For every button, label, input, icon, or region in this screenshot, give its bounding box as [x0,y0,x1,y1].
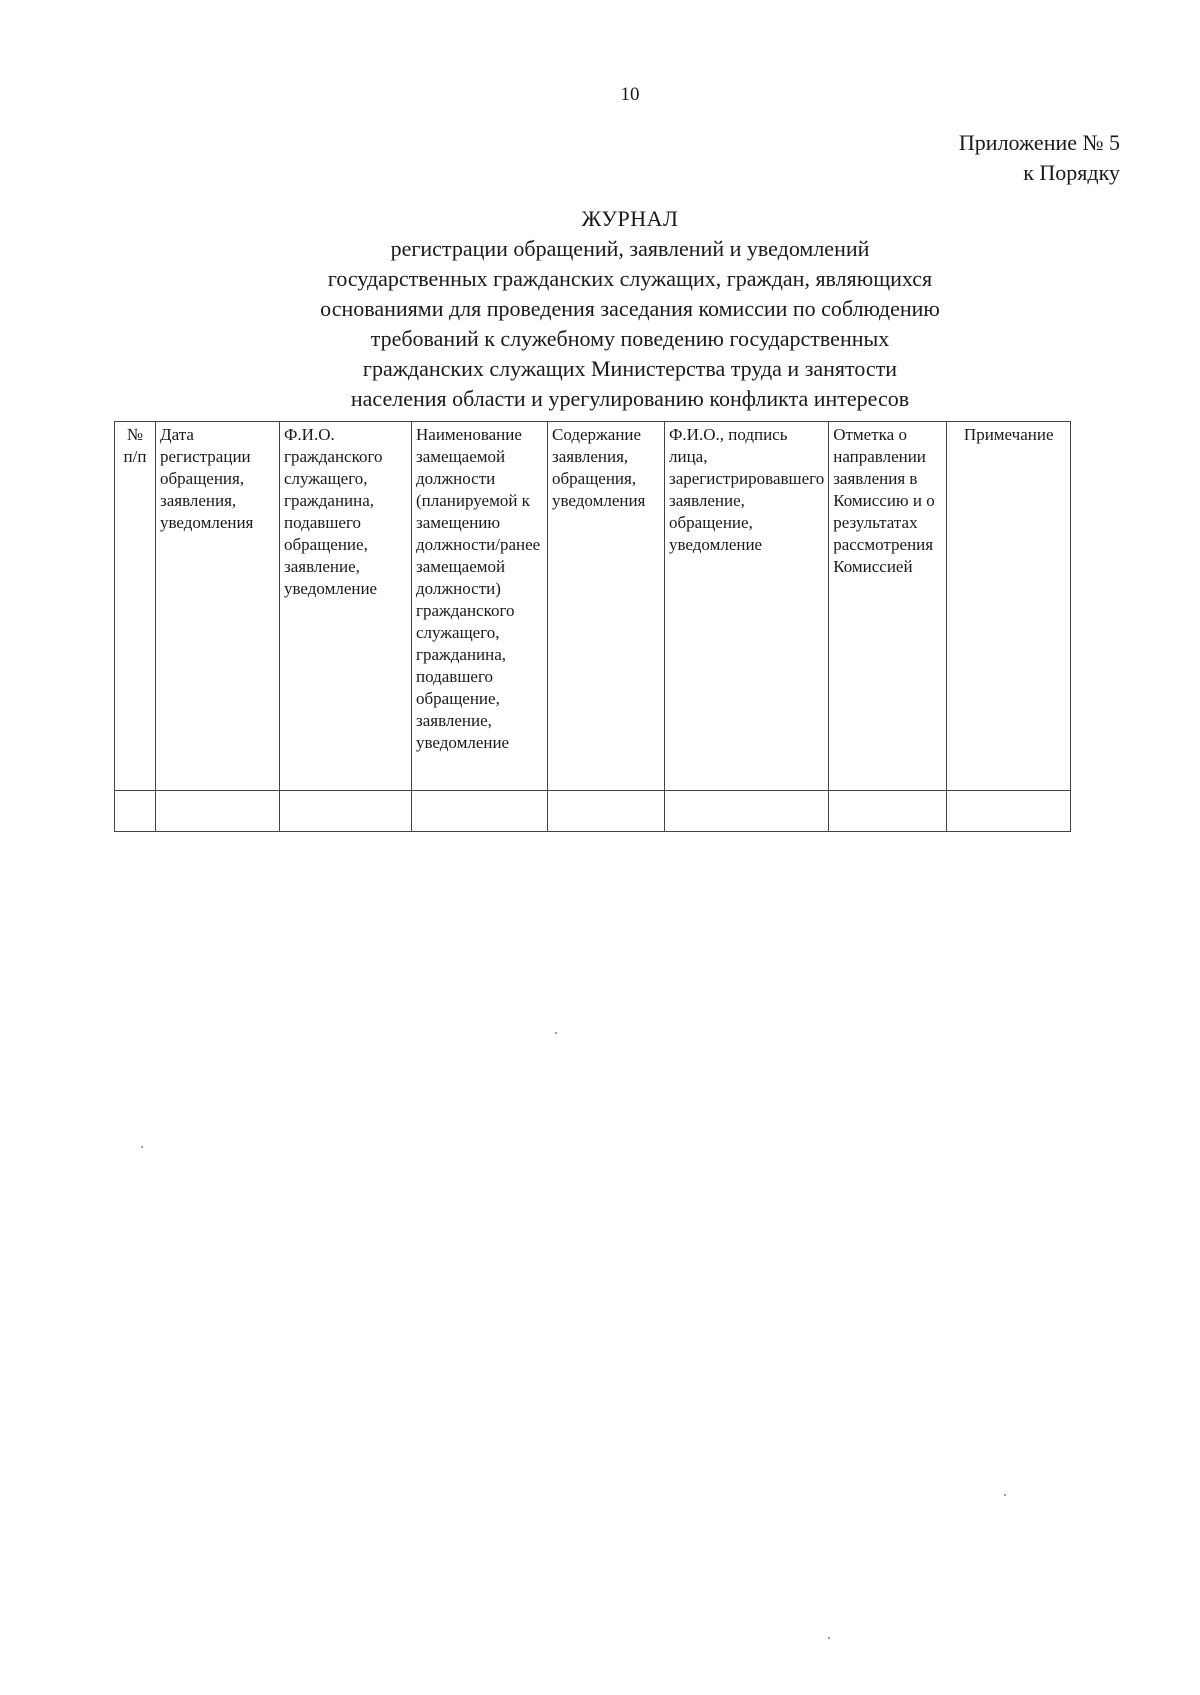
table-cell [829,791,947,832]
scan-speck [828,1637,830,1639]
document-title: ЖУРНАЛ [581,206,679,231]
title-line-3: основаниями для проведения заседания комиссии по соблюдению [320,296,940,321]
appendix-line-2: к Порядку [1023,160,1120,185]
table-cell [947,791,1071,832]
appendix-note [959,128,1120,188]
header-note: Примечание [947,422,1071,791]
table-header-row [115,422,1071,791]
scan-speck [141,1146,143,1148]
table-row [115,791,1071,832]
title-line-4: требований к служебному поведению государственных [370,326,890,351]
header-registration-date: Дата регистрации обращения, заявления, уведомления [156,422,280,791]
appendix-line-1: Приложение № 5 [958,130,1120,155]
header-number: № п/п [115,422,156,791]
scan-speck [1004,1494,1006,1496]
page-number: 10 [620,84,640,105]
table-cell [115,791,156,832]
table-cell [156,791,280,832]
scan-speck [555,1032,557,1034]
header-position: Наименование замещаемой должности (планируемой к замещению должности/ранее замещаемой должности) гражданского служащего, гражданина, подавшего обращение, заявление, уведомление [412,422,548,791]
title-line-2: государственных гражданских служащих, граждан, являющихся [327,266,933,291]
header-content: Содержание заявления, обращения, уведомления [548,422,665,791]
title-line-5: гражданских служащих Министерства труда и занятости [362,356,898,381]
title-line-6: населения области и урегулированию конфликта интересов [350,386,910,411]
header-registrar: Ф.И.О., подпись лица, зарегистрировавшего заявление, обращение, уведомление [665,422,829,791]
table-cell [412,791,548,832]
title-line-1: регистрации обращений, заявлений и уведомлений [390,236,870,261]
header-commission-mark: Отметка о направлении заявления в Комиссию и о результатах рассмотрения Комиссией [829,422,947,791]
header-applicant-name: Ф.И.О. гражданского служащего, гражданина, подавшего обращение, заявление, уведомление [280,422,412,791]
table-cell [548,791,665,832]
journal-table [114,421,1071,832]
table-cell [280,791,412,832]
table-cell [665,791,829,832]
document-title-block [250,204,1010,414]
